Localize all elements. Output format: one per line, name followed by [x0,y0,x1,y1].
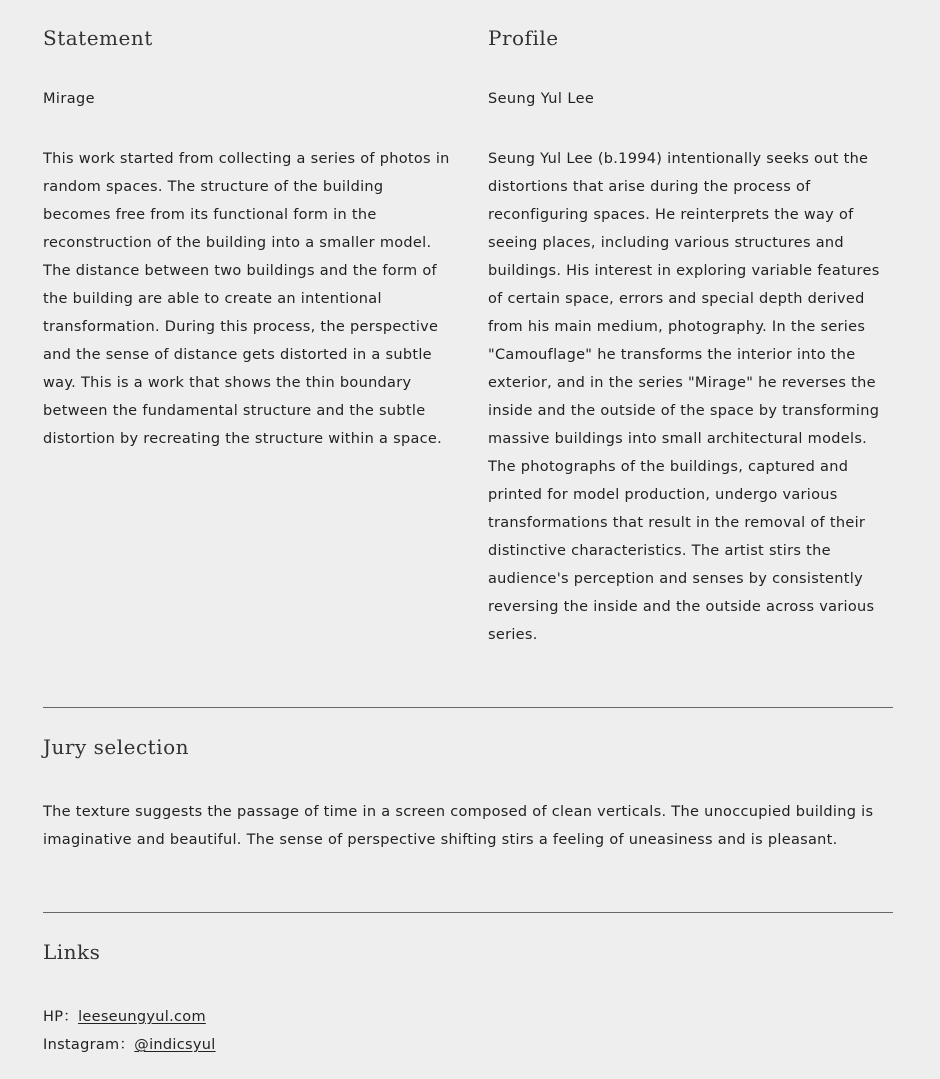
divider-1 [43,707,893,708]
jury-heading: Jury selection [43,735,190,759]
links-heading: Links [43,940,101,964]
divider-2 [43,912,893,913]
statement-heading: Statement [43,26,153,50]
instagram-label: Instagram： [43,1037,135,1053]
statement-text: This work started from collecting a series of photos in random spaces. The structure of the building becomes free from its functional form in the reconstruction of the building into a smaller model. The distance between two buildings and the form of the building are able to create an intentional transformation. During this process, the perspective and the sense of distance gets distorted in a subtle way. This is a work that shows the thin boundary between the fundamental structure and the subtle distortion by recreating the structure within a space. [43,151,450,447]
work-title: Mirage [43,91,95,107]
profile-heading: Profile [488,26,559,50]
homepage-link[interactable]: leeseungyul.com [78,1009,206,1025]
two-column-section [43,0,893,707]
homepage-link-row [43,1003,216,1031]
instagram-link[interactable]: @indicsyul [134,1037,216,1053]
links-list [43,1003,216,1059]
jury-text: The texture suggests the passage of time in a screen composed of clean verticals. The unoccupied building is imaginative and beautiful. The sense of perspective shifting stirs a feeling of uneasiness and is pleasant. [43,804,874,848]
artist-name: Seung Yul Lee [488,91,595,107]
profile-text: Seung Yul Lee (b.1994) intentionally seeks out the distortions that arise during the process of reconfiguring spaces. He reinterprets the way of seeing places, including various structures and buildings. His interest in exploring variable features of certain space, errors and special depth derived from his main medium, photography. In the series "Camouflage" he transforms the interior into the exterior, and in the series "Mirage" he reverses the inside and the outside of the space by transforming massive buildings into small architectural models. The photographs of the buildings, captured and printed for model production, undergo various transformations that result in the removal of their distinctive characteristics. The artist stirs the audience's perception and senses by consistently reversing the inside and the outside across various series. [488,151,880,643]
instagram-link-row [43,1031,216,1059]
homepage-label: HP： [43,1009,79,1025]
page-content [43,0,893,1053]
